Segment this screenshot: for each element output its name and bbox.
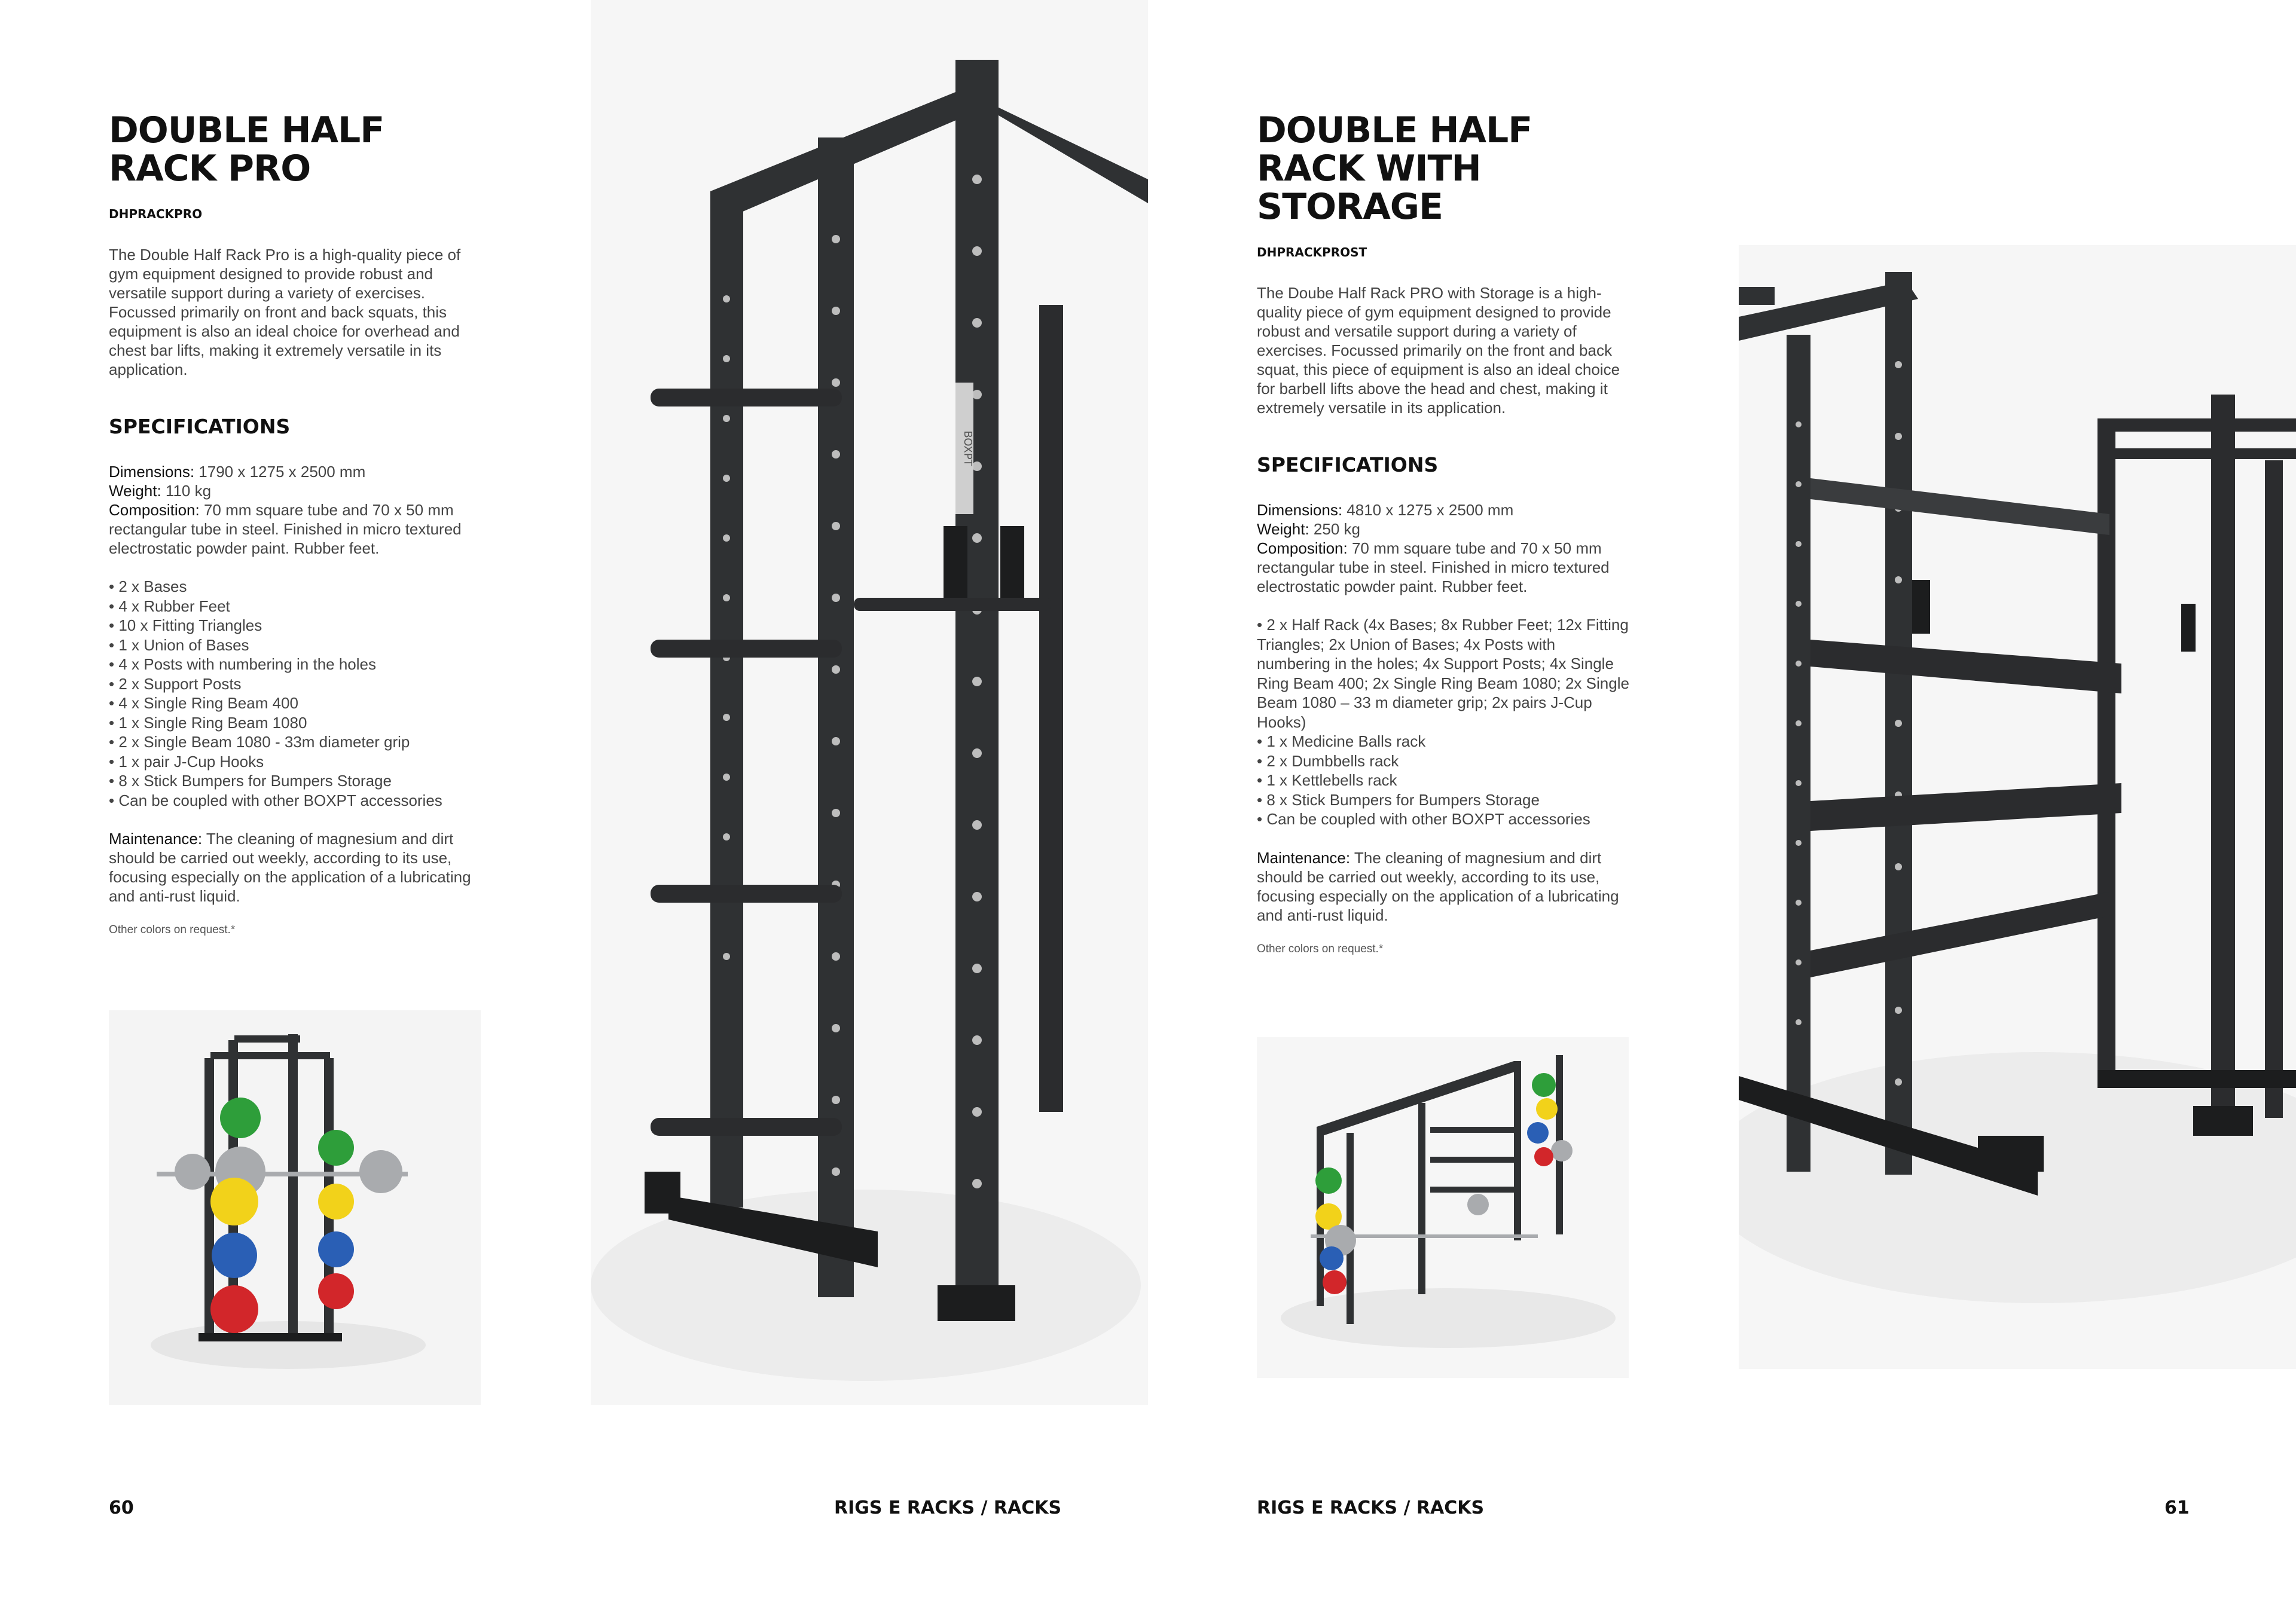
maintenance-block <box>109 829 484 906</box>
rack-storage-illustration <box>1739 245 2296 1369</box>
list-item: • 2 x Single Beam 1080 - 33m diameter grip <box>109 733 410 751</box>
page-number: 61 <box>2164 1497 2190 1518</box>
title-line: RACK PRO <box>109 148 311 189</box>
rack-pro-illustration <box>591 0 1148 1405</box>
section-footer: RIGS E RACKS / RACKS <box>834 1497 1062 1518</box>
dimensions-value: 1790 x 1275 x 2500 mm <box>199 463 366 481</box>
list-item: • Can be coupled with other BOXPT accessories <box>109 791 442 809</box>
rack-with-plates-illustration <box>109 1010 481 1405</box>
specifications-heading: SPECIFICATIONS <box>1257 453 1439 476</box>
right-page <box>1148 0 2296 1623</box>
brand-label: BOXPT <box>961 430 974 466</box>
composition-value: 70 mm square tube and 70 x 50 mm rectangular tube in steel. Finished in micro textured electrostatic powder paint. Rubber feet. <box>109 501 462 557</box>
list-item: • 4 x Rubber Feet <box>109 597 230 615</box>
dimensions-label: Dimensions: <box>109 463 195 481</box>
weight-label: Weight: <box>1257 520 1309 538</box>
product-code: DHPRACKPRO <box>109 207 203 221</box>
component-list <box>109 577 484 810</box>
spec-block <box>1257 500 1632 596</box>
title-line: DOUBLE HALF <box>109 109 384 151</box>
list-item: • 1 x Single Ring Beam 1080 <box>109 713 307 732</box>
title-line: STORAGE <box>1257 186 1443 228</box>
product-code: DHPRACKPROST <box>1257 245 1367 259</box>
list-item: • 4 x Posts with numbering in the holes <box>109 655 377 673</box>
rack-storage-overview-illustration <box>1257 1037 1629 1378</box>
rack-storage-overview-image <box>1257 1037 1629 1378</box>
list-item: • 1 x Kettlebells rack <box>1257 771 1397 789</box>
maintenance-block <box>1257 848 1632 925</box>
rack-with-plates-image <box>109 1010 481 1405</box>
weight-label: Weight: <box>109 482 161 500</box>
list-item: • 1 x Medicine Balls rack <box>1257 732 1426 750</box>
list-item: • 2 x Support Posts <box>109 674 242 693</box>
list-item: • 2 x Bases <box>109 577 187 595</box>
list-item: • 2 x Half Rack (4x Bases; 8x Rubber Feet; 12x Fitting Triangles; 2x Union of Bases; 4x Posts with numbering in the holes; 4x Support Posts; 4x Single Ring Beam 400; 2x Single Ring Beam 1080; 2x Single Beam 1080 – 33 m diameter grip; 2x pairs J-Cup Hooks) <box>1257 616 1629 731</box>
rack-storage-main-image <box>1739 245 2296 1369</box>
composition-label: Composition: <box>109 501 200 519</box>
component-list <box>1257 615 1632 829</box>
product-title <box>109 111 484 188</box>
left-text-column <box>109 111 484 937</box>
maintenance-text: The cleaning of magnesium and dirt should be carried out weekly, according to its use, focusing especially on the application of a lubricating and anti-rust liquid. <box>109 830 471 905</box>
weight-value: 250 kg <box>1313 520 1360 538</box>
list-item: • 10 x Fitting Triangles <box>109 616 262 634</box>
list-item: • 4 x Single Ring Beam 400 <box>109 694 298 712</box>
composition-value: 70 mm square tube and 70 x 50 mm rectangular tube in steel. Finished in micro textured electrostatic powder paint. Rubber feet. <box>1257 539 1610 595</box>
list-item: • 8 x Stick Bumpers for Bumpers Storage <box>1257 790 1540 809</box>
rack-pro-main-image <box>591 0 1148 1405</box>
dimensions-label: Dimensions: <box>1257 501 1343 519</box>
section-footer: RIGS E RACKS / RACKS <box>1257 1497 1485 1518</box>
product-description: The Double Half Rack Pro is a high-quality piece of gym equipment designed to provide robust and versatile support during a variety of exercises. Focussed primarily on front and back squats, this equipment is also an ideal choice for overhead and chest bar lifts, making it extremely versatile in its application. <box>109 246 461 378</box>
weight-value: 110 kg <box>165 482 212 500</box>
title-line: RACK WITH <box>1257 148 1481 189</box>
maintenance-text: The cleaning of magnesium and dirt should be carried out weekly, according to its use, focusing especially on the application of a lubricating and anti-rust liquid. <box>1257 848 1619 924</box>
product-description: The Doube Half Rack PRO with Storage is a high-quality piece of gym equipment designed to provide robust and versatile support during a variety of exercises. Focussed primarily on the front and back squat, this piece of equipment is also an ideal choice for barbell lifts above the head and chest, making it extremely versatile in its application. <box>1257 284 1620 417</box>
right-text-column <box>1257 111 1632 956</box>
maintenance-label: Maintenance: <box>1257 848 1351 867</box>
list-item: • 8 x Stick Bumpers for Bumpers Storage <box>109 772 392 790</box>
dimensions-value: 4810 x 1275 x 2500 mm <box>1347 501 1514 519</box>
maintenance-label: Maintenance: <box>109 830 203 848</box>
product-title <box>1257 111 1632 226</box>
page-number: 60 <box>109 1497 134 1518</box>
title-line: DOUBLE HALF <box>1257 109 1532 151</box>
specifications-heading: SPECIFICATIONS <box>109 415 291 438</box>
composition-label: Composition: <box>1257 539 1348 557</box>
list-item: • 1 x pair J-Cup Hooks <box>109 752 264 771</box>
list-item: • 2 x Dumbbells rack <box>1257 751 1399 770</box>
colors-note: Other colors on request.* <box>1257 942 1384 955</box>
list-item: • Can be coupled with other BOXPT accessories <box>1257 810 1590 828</box>
colors-note: Other colors on request.* <box>109 924 236 936</box>
spec-block <box>109 462 484 558</box>
list-item: • 1 x Union of Bases <box>109 635 249 654</box>
